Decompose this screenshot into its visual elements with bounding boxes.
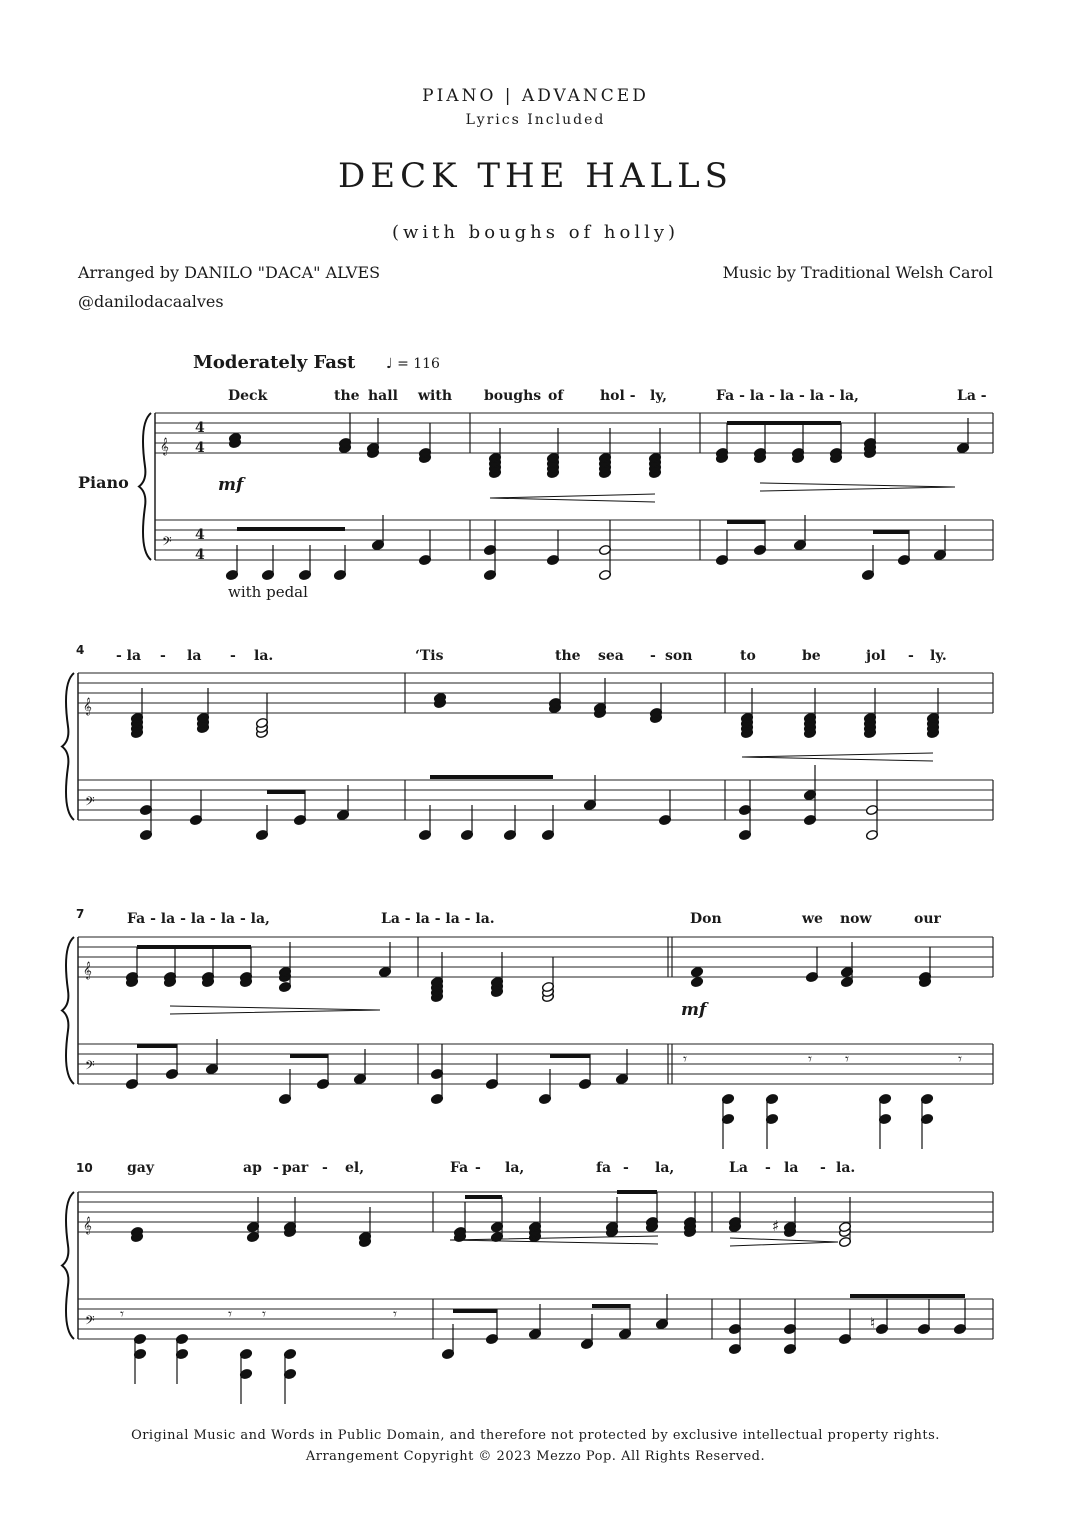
eighth-rest-icon: 𝄾 — [808, 1050, 812, 1068]
decrescendo-hairpin — [730, 1238, 838, 1246]
decrescendo-hairpin — [760, 483, 955, 491]
time-signature: 4 — [195, 547, 205, 563]
crescendo-hairpin — [450, 1236, 658, 1244]
pedal-marking: with pedal — [228, 583, 308, 601]
quarter-note-icon: ♩ — [386, 356, 393, 372]
lyric-syllable: - — [650, 648, 656, 664]
decrescendo-hairpin — [170, 1006, 380, 1014]
lyric-syllable: son — [665, 648, 693, 664]
lyric-syllable: la — [187, 648, 202, 664]
lyric-syllable: par — [282, 1160, 309, 1176]
lyric-syllable: Fa - la - la - la - la, — [127, 911, 270, 927]
treble-clef-icon: 𝄞 — [83, 1216, 92, 1234]
lyric-syllable: the — [555, 648, 581, 664]
lyric-syllable: ly. — [930, 648, 947, 664]
treble-clef-icon: 𝄞 — [83, 961, 92, 979]
lyric-syllable: - — [160, 648, 166, 664]
page-subtitle: (with boughs of holly) — [391, 222, 680, 243]
level-label: PIANO | ADVANCED — [422, 86, 649, 106]
composer-credit: Music by Traditional Welsh Carol — [722, 263, 993, 282]
time-signature: 4 — [195, 527, 205, 543]
lyric-syllable: ‘Tis — [415, 648, 444, 664]
sharp-icon: ♯ — [772, 1217, 780, 1235]
lyric-syllable: - — [273, 1160, 279, 1176]
dynamic-mf: mf — [218, 475, 244, 495]
lyric-syllable: Deck — [228, 388, 268, 404]
lyric-syllable: - — [230, 648, 236, 664]
time-signature: 4 — [195, 440, 205, 456]
lyric-syllable: ly, — [650, 388, 667, 404]
measure-number: 10 — [76, 1161, 93, 1175]
lyric-syllable: of — [548, 388, 564, 404]
eighth-rest-icon: 𝄾 — [262, 1305, 266, 1323]
bass-clef-icon: 𝄢 — [162, 534, 172, 552]
eighth-rest-icon: 𝄾 — [120, 1305, 124, 1323]
lyric-syllable: - — [322, 1160, 328, 1176]
lyrics-included-label: Lyrics Included — [465, 112, 606, 128]
lyric-syllable: hol - — [600, 388, 636, 404]
treble-clef-icon: 𝄞 — [83, 697, 92, 715]
lyric-syllable: - — [623, 1160, 629, 1176]
lyric-syllable: hall — [368, 388, 398, 404]
lyric-syllable: - — [475, 1160, 481, 1176]
instrument-label: Piano — [78, 473, 129, 492]
lyric-syllable: the — [334, 388, 360, 404]
lyric-syllable: la. — [836, 1160, 856, 1176]
tempo-marking: Moderately Fast — [193, 352, 356, 373]
eighth-rest-icon: 𝄾 — [393, 1305, 397, 1323]
note-head — [690, 976, 703, 987]
lyric-syllable: la — [784, 1160, 799, 1176]
footer-copyright-2: Arrangement Copyright © 2023 Mezzo Pop. All Rights Reserved. — [305, 1449, 766, 1464]
lyric-syllable: with — [418, 388, 453, 404]
page-title: DECK THE HALLS — [338, 156, 733, 196]
measure-number: 7 — [76, 907, 85, 921]
tempo-bpm-value: = 116 — [397, 356, 440, 372]
lyric-syllable: jol — [866, 648, 886, 664]
arranger-handle: @danilodacaalves — [78, 292, 224, 311]
footer-copyright-1: Original Music and Words in Public Domain, and therefore not protected by exclusive intellectual property rights. — [131, 1428, 940, 1443]
eighth-rest-icon: 𝄾 — [958, 1050, 962, 1068]
crescendo-hairpin — [490, 494, 655, 502]
lyric-syllable: el, — [345, 1160, 365, 1176]
lyric-syllable: - — [908, 648, 914, 664]
lyric-syllable: La - la - la - la. — [381, 911, 495, 927]
note-head — [690, 966, 703, 977]
arranger-credit: Arranged by DANILO "DACA" ALVES — [78, 263, 381, 282]
time-signature: 4 — [195, 420, 205, 436]
measure-number: 4 — [76, 643, 85, 657]
lyric-syllable: - — [765, 1160, 771, 1176]
lyric-syllable: now — [840, 911, 872, 927]
lyric-syllable: - — [820, 1160, 826, 1176]
bass-clef-icon: 𝄢 — [85, 1313, 95, 1331]
lyric-syllable: Don — [690, 911, 722, 927]
lyric-syllable: our — [914, 911, 941, 927]
lyric-syllable: fa — [596, 1160, 612, 1176]
dynamic-mf: mf — [681, 1000, 707, 1020]
lyric-syllable: we — [802, 911, 823, 927]
lyric-syllable: ap — [243, 1160, 262, 1176]
eighth-rest-icon: 𝄾 — [845, 1050, 849, 1068]
lyric-syllable: La — [729, 1160, 748, 1176]
treble-clef-icon: 𝄞 — [160, 437, 169, 455]
system-brace-icon — [62, 1192, 74, 1339]
lyric-syllable: la, — [655, 1160, 675, 1176]
eighth-rest-icon: 𝄾 — [228, 1305, 232, 1323]
bass-clef-icon: 𝄢 — [85, 794, 95, 812]
lyric-syllable: to — [740, 648, 756, 664]
lyric-syllable: La - — [957, 388, 987, 404]
lyric-syllable: gay — [127, 1160, 154, 1176]
bass-clef-icon: 𝄢 — [85, 1058, 95, 1076]
eighth-rest-icon: 𝄾 — [683, 1050, 687, 1068]
lyric-syllable: Fa - la - la - la - la, — [716, 388, 859, 404]
lyric-syllable: la. — [254, 648, 274, 664]
lyric-syllable: la, — [505, 1160, 525, 1176]
system-brace-icon — [62, 673, 74, 820]
natural-icon: ♮ — [870, 1314, 876, 1332]
lyric-syllable: - la — [116, 648, 142, 664]
system-brace-icon — [62, 937, 74, 1084]
system-brace-icon — [139, 413, 151, 560]
lyric-syllable: sea — [598, 648, 624, 664]
lyric-syllable: boughs — [484, 388, 542, 404]
crescendo-hairpin — [742, 753, 933, 761]
lyric-syllable: Fa — [450, 1160, 469, 1176]
lyric-syllable: be — [802, 648, 821, 664]
